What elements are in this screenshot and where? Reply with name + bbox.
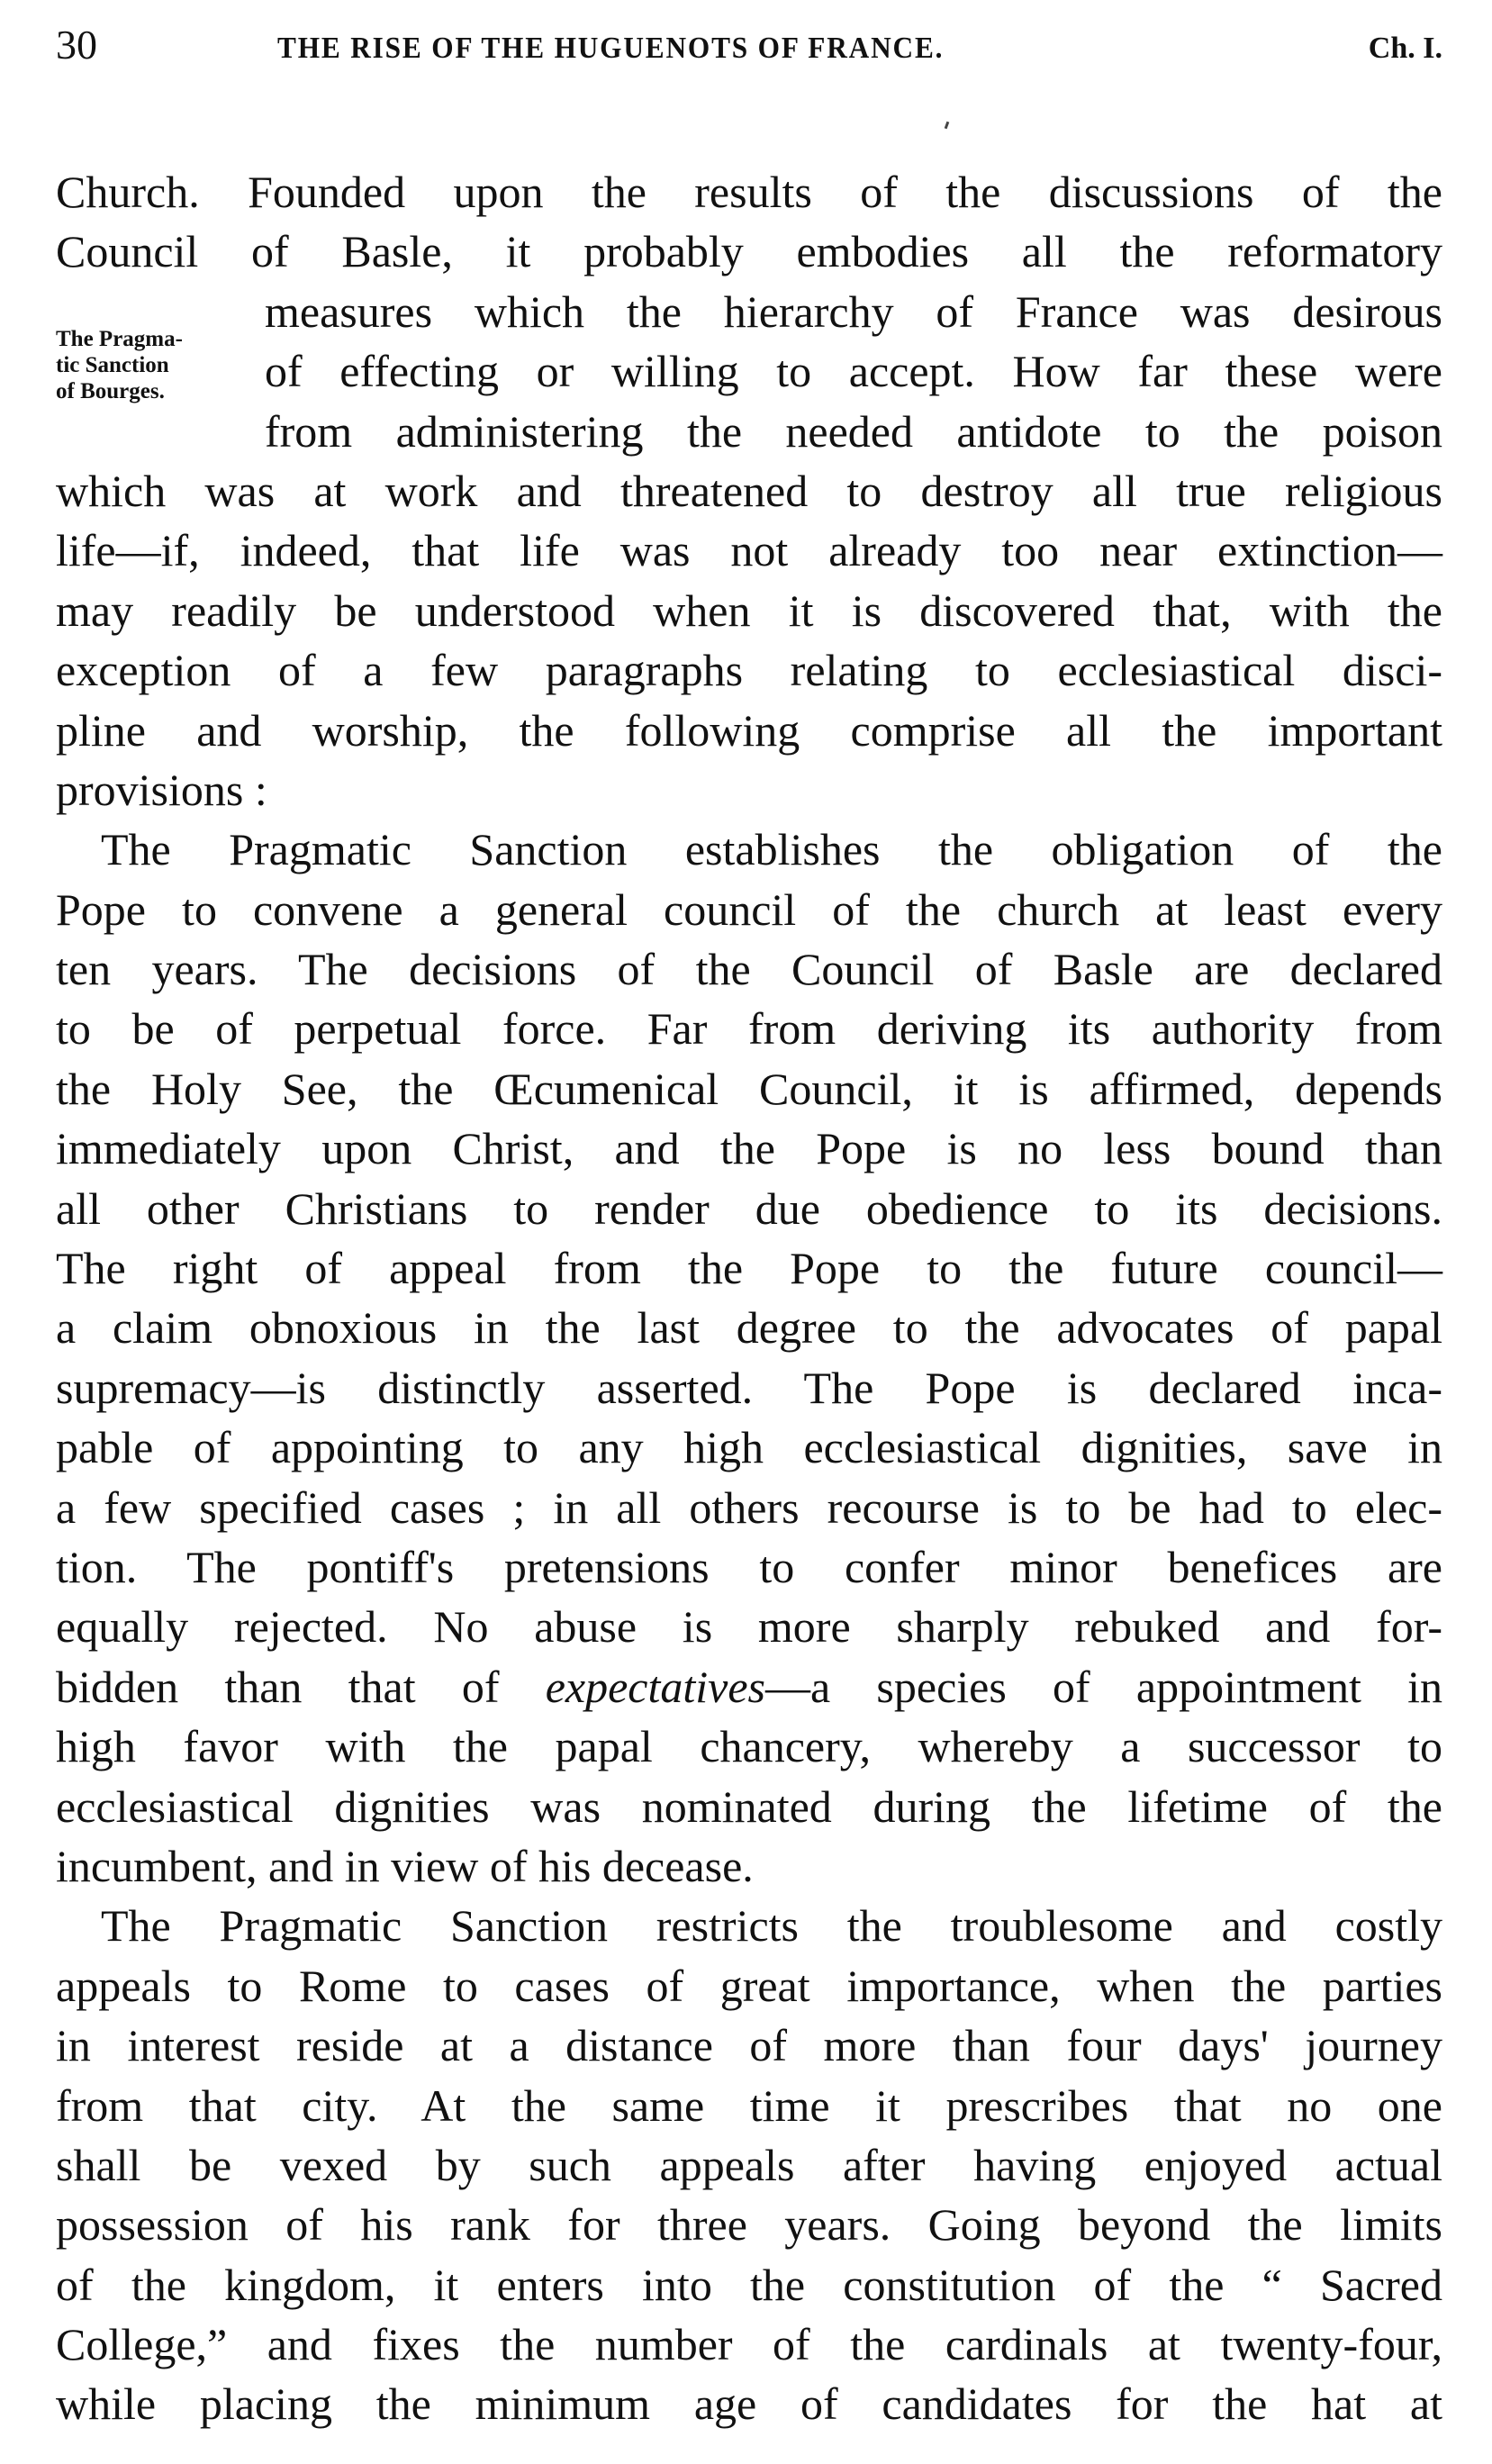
text-line: Pope to convene a general council of the church at least every [56, 883, 1442, 935]
text-line: a few specified cases ; in all others recourse is to be had to elec- [56, 1481, 1442, 1533]
text-line: immediately upon Christ, and the Pope is no less bound than [56, 1123, 1442, 1174]
chapter-mark: Ch. I. [1368, 32, 1442, 65]
paragraph-first-line: The Pragmatic Sanction establishes the obligation of the [101, 824, 1442, 875]
text-line: The right of appeal from the Pope to the future council— [56, 1243, 1442, 1294]
text-line: in interest reside at a distance of more than four days' journey [56, 2020, 1442, 2071]
text-line: shall be vexed by such appeals after having enjoyed actual [56, 2139, 1442, 2190]
running-header [56, 18, 1442, 72]
text-line: Council of Basle, it probably embodies all the reformatory [56, 226, 1442, 277]
text-line: of effecting or willing to accept. How far these were [265, 346, 1442, 397]
paragraph-first-line: The Pragmatic Sanction restricts the troublesome and costly [101, 1900, 1442, 1952]
text-line: from administering the needed antidote to the poison [265, 405, 1442, 457]
margin-note-line: The Pragma- [56, 327, 183, 351]
text-line: to be of perpetual force. Far from deriving its authority from [56, 1003, 1442, 1055]
text-line: appeals to Rome to cases of great importance, when the parties [56, 1960, 1442, 2011]
text-line: the Holy See, the Œcumenical Council, it is affirmed, depends [56, 1063, 1442, 1114]
text-run: —a species of appointment in [765, 1661, 1442, 1712]
scan-speck [945, 122, 950, 130]
text-line: measures which the hierarchy of France was desirous [265, 285, 1442, 337]
text-line: possession of his rank for three years. Going beyond the limits [56, 2199, 1442, 2251]
text-line: while placing the minimum age of candidates for the hat at [56, 2378, 1442, 2430]
text-line: high favor with the papal chancery, whereby a successor to [56, 1721, 1442, 1772]
body-text [56, 162, 1442, 2434]
text-line: pable of appointing to any high ecclesiastical dignities, save in [56, 1422, 1442, 1473]
text-line: exception of a few paragraphs relating to ecclesiastical disci- [56, 645, 1442, 696]
text-line: ecclesiastical dignities was nominated during the lifetime of the [56, 1780, 1442, 1832]
text-line: tion. The pontiff's pretensions to confer minor benefices are [56, 1541, 1442, 1592]
text-line: may readily be understood when it is discovered that, with the [56, 584, 1442, 636]
text-line: College,” and fixes the number of the cardinals at twenty-four, [56, 2319, 1442, 2370]
text-line-with-italic [56, 1657, 1442, 1717]
text-line: life—if, indeed, that life was not already too near extinction— [56, 525, 1442, 576]
text-line: of the kingdom, it enters into the constitution of the “ Sacred [56, 2259, 1442, 2310]
text-line: provisions : [56, 764, 267, 815]
text-line: equally rejected. No abuse is more sharply rebuked and for- [56, 1601, 1442, 1653]
text-line: incumbent, and in view of his decease. [56, 1840, 754, 1891]
text-line: supremacy—is distinctly asserted. The Pope is declared inca- [56, 1362, 1442, 1413]
italic-term: expectatives [545, 1661, 766, 1712]
page-number: 30 [56, 22, 97, 68]
text-line: a claim obnoxious in the last degree to the advocates of papal [56, 1302, 1442, 1354]
text-line: which was at work and threatened to destroy all true religious [56, 465, 1442, 516]
margin-note-line: of Bourges. [56, 379, 165, 403]
text-line: Church. Founded upon the results of the discussions of the [56, 167, 1442, 217]
running-title: THE RISE OF THE HUGUENOTS OF FRANCE. [277, 32, 945, 65]
text-line: ten years. The decisions of the Council of Basle are declared [56, 944, 1442, 995]
text-line: from that city. At the same time it prescribes that no one [56, 2079, 1442, 2131]
margin-note-line: tic Sanction [56, 353, 169, 377]
text-line: pline and worship, the following comprise all the important [56, 704, 1442, 756]
text-run: bidden than that of [56, 1661, 546, 1712]
text-line: all other Christians to render due obedience to its decisions. [56, 1182, 1442, 1234]
